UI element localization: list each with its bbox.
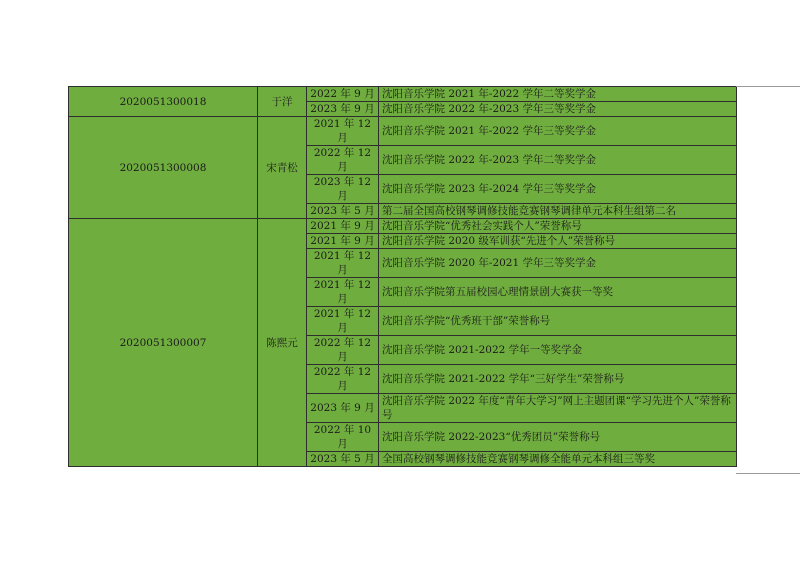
award-date-cell: 2022 年 12 月 bbox=[307, 365, 379, 394]
award-date-cell: 2021 年 9 月 bbox=[307, 234, 379, 249]
student-name-cell: 于洋 bbox=[258, 87, 307, 117]
award-date-cell: 2023 年 5 月 bbox=[307, 452, 379, 467]
student-name-cell: 宋青松 bbox=[258, 117, 307, 219]
award-title-cell: 沈阳音乐学院 2020 年-2021 学年三等奖学金 bbox=[379, 249, 737, 278]
award-date-cell: 2021 年 12 月 bbox=[307, 117, 379, 146]
award-date-cell: 2023 年 9 月 bbox=[307, 102, 379, 117]
award-table bbox=[68, 86, 737, 467]
student-id-cell: 2020051300018 bbox=[69, 87, 258, 117]
award-title-cell: 沈阳音乐学院第五届校园心理情景剧大赛获一等奖 bbox=[379, 278, 737, 307]
award-title-cell: 沈阳音乐学院 2022 年-2023 学年三等奖学金 bbox=[379, 102, 737, 117]
award-title-cell: 沈阳音乐学院 2021-2022 学年“三好学生”荣誉称号 bbox=[379, 365, 737, 394]
page-divider-line bbox=[736, 86, 800, 87]
award-date-cell: 2021 年 12 月 bbox=[307, 278, 379, 307]
award-date-cell: 2021 年 12 月 bbox=[307, 307, 379, 336]
award-title-cell: 沈阳音乐学院 2020 级军训获“先进个人”荣誉称号 bbox=[379, 234, 737, 249]
award-date-cell: 2022 年 9 月 bbox=[307, 87, 379, 102]
award-title-cell: 沈阳音乐学院 2021 年-2022 学年二等奖学金 bbox=[379, 87, 737, 102]
page-divider-line bbox=[736, 473, 800, 474]
award-date-cell: 2023 年 5 月 bbox=[307, 204, 379, 219]
award-title-cell: 沈阳音乐学院 2022 年度“青年大学习”网上主题团课“学习先进个人”荣誉称号 bbox=[379, 394, 737, 423]
award-date-cell: 2022 年 12 月 bbox=[307, 146, 379, 175]
award-title-cell: 沈阳音乐学院“优秀社会实践个人”荣誉称号 bbox=[379, 219, 737, 234]
award-date-cell: 2023 年 9 月 bbox=[307, 394, 379, 423]
award-title-cell: 沈阳音乐学院 2021-2022 学年一等奖学金 bbox=[379, 336, 737, 365]
award-date-cell: 2022 年 12 月 bbox=[307, 336, 379, 365]
award-title-cell: 全国高校钢琴调修技能竞赛钢琴调修全能单元本科组三等奖 bbox=[379, 452, 737, 467]
award-title-cell: 沈阳音乐学院“优秀班干部”荣誉称号 bbox=[379, 307, 737, 336]
student-name-cell: 陈熙元 bbox=[258, 219, 307, 467]
award-date-cell: 2022 年 10 月 bbox=[307, 423, 379, 452]
award-date-cell: 2021 年 9 月 bbox=[307, 219, 379, 234]
table-row bbox=[69, 219, 737, 234]
award-title-cell: 沈阳音乐学院 2021 年-2022 学年三等奖学金 bbox=[379, 117, 737, 146]
award-title-cell: 沈阳音乐学院 2022-2023“优秀团员”荣誉称号 bbox=[379, 423, 737, 452]
award-date-cell: 2023 年 12 月 bbox=[307, 175, 379, 204]
award-title-cell: 第二届全国高校钢琴调修技能竞赛钢琴调律单元本科生组第二名 bbox=[379, 204, 737, 219]
student-id-cell: 2020051300008 bbox=[69, 117, 258, 219]
award-title-cell: 沈阳音乐学院 2022 年-2023 学年二等奖学金 bbox=[379, 146, 737, 175]
student-id-cell: 2020051300007 bbox=[69, 219, 258, 467]
award-title-cell: 沈阳音乐学院 2023 年-2024 学年三等奖学金 bbox=[379, 175, 737, 204]
table-row bbox=[69, 117, 737, 146]
award-date-cell: 2021 年 12 月 bbox=[307, 249, 379, 278]
table-row bbox=[69, 87, 737, 102]
